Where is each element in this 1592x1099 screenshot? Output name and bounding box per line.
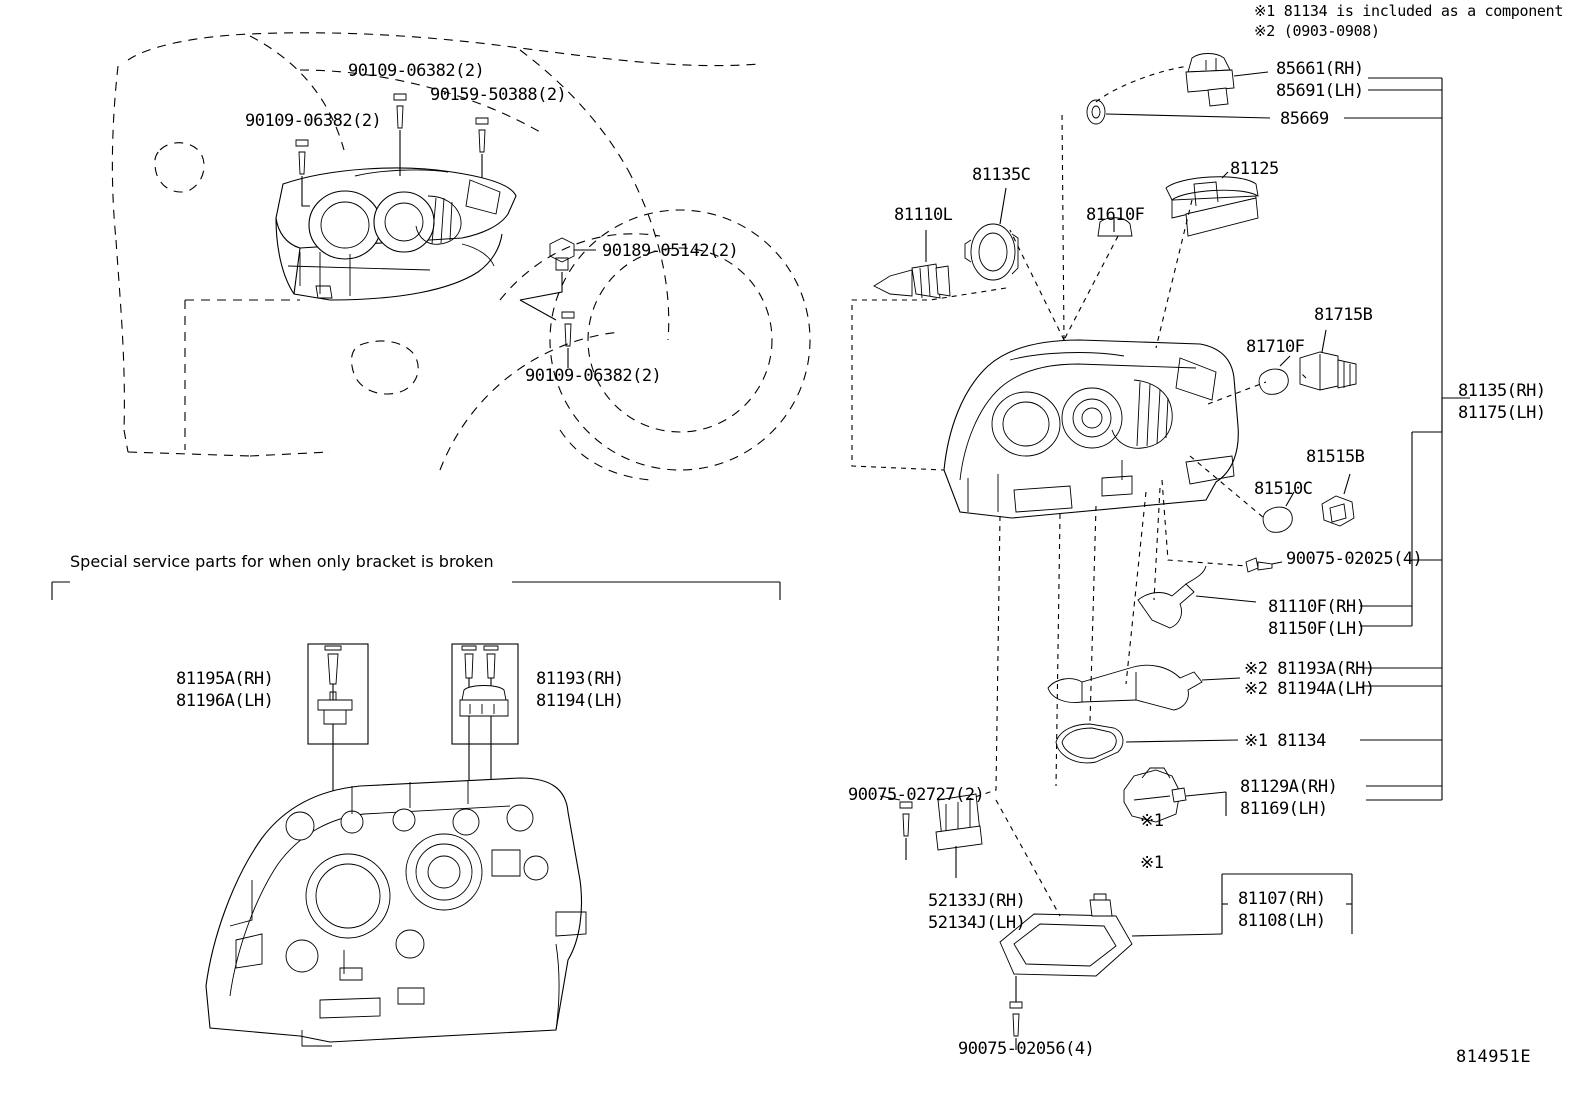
label-85691: 85691(LH)	[1276, 81, 1364, 101]
label-90189-05142: 90189-05142(2)	[602, 241, 739, 261]
label-81125: 81125	[1230, 159, 1279, 179]
label-81169: 81169(LH)	[1240, 799, 1328, 819]
label-81710F: 81710F	[1246, 337, 1305, 357]
label-81193A: ※2 81193A(RH)	[1244, 659, 1375, 679]
label-85669: 85669	[1280, 109, 1329, 129]
label-81134: ※1 81134	[1244, 731, 1326, 751]
label-52133J: 52133J(RH)	[928, 891, 1026, 911]
label-90075-02025: 90075-02025(4)	[1286, 549, 1423, 569]
part-81710F	[1259, 356, 1290, 394]
label-81135C: 81135C	[972, 165, 1031, 185]
label-81193: 81193(RH)	[536, 669, 624, 689]
label-81195A: 81195A(RH)	[176, 669, 274, 689]
part-81110F	[1138, 566, 1256, 628]
label-90159-50388: 90159-50388(2)	[430, 85, 567, 105]
part-81715B	[1300, 330, 1356, 390]
label-52134J: 52134J(LH)	[928, 913, 1026, 933]
part-81134	[1056, 724, 1238, 763]
label-81108: 81108(LH)	[1238, 911, 1326, 931]
part-81125	[1166, 172, 1258, 236]
headlamp-housing-detail	[206, 778, 586, 1046]
bracket-parts-boxes	[308, 644, 518, 800]
section-caption: Special service parts for when only bracket is broken	[70, 552, 494, 571]
label-81510C: 81510C	[1254, 479, 1313, 499]
sheet-code: 814951E	[1456, 1047, 1532, 1067]
part-81107	[1000, 894, 1222, 1050]
part-81110L	[874, 230, 950, 298]
label-81194: 81194(LH)	[536, 691, 624, 711]
label-90109-06382-a: 90109-06382(2)	[348, 61, 485, 81]
part-90075-02025	[1246, 558, 1282, 572]
label-mark1-b: ※1	[1140, 853, 1164, 873]
label-81715B: 81715B	[1314, 305, 1373, 325]
label-81196A: 81196A(LH)	[176, 691, 274, 711]
part-81515B	[1322, 474, 1354, 526]
label-mark1-a: ※1	[1140, 811, 1164, 831]
label-81175-LH: 81175(LH)	[1458, 403, 1546, 423]
note-1: ※1 81134 is included as a component	[1254, 2, 1564, 20]
label-90075-02056: 90075-02056(4)	[958, 1039, 1095, 1059]
label-85661: 85661(RH)	[1276, 59, 1364, 79]
part-81193A	[1048, 665, 1240, 710]
label-81110F: 81110F(RH)	[1268, 597, 1366, 617]
headlamp-exploded-main	[944, 340, 1238, 518]
label-81110L: 81110L	[894, 205, 953, 225]
label-81515B: 81515B	[1306, 447, 1365, 467]
label-90109-06382-c: 90109-06382(2)	[525, 366, 662, 386]
note-2: ※2 (0903-0908)	[1254, 22, 1380, 40]
headlamp-in-vehicle	[276, 168, 516, 300]
label-81610F: 81610F	[1086, 205, 1145, 225]
label-81129A: 81129A(RH)	[1240, 777, 1338, 797]
part-81135C	[965, 188, 1018, 280]
label-81135-RH: 81135(RH)	[1458, 381, 1546, 401]
part-85661	[1186, 54, 1268, 107]
label-81150F: 81150F(LH)	[1268, 619, 1366, 639]
label-90075-02727: 90075-02727(2)	[848, 785, 985, 805]
label-81194A: ※2 81194A(LH)	[1244, 679, 1375, 699]
label-81107: 81107(RH)	[1238, 889, 1326, 909]
label-90109-06382-b: 90109-06382(2)	[245, 111, 382, 131]
special-service-frame	[52, 582, 780, 600]
